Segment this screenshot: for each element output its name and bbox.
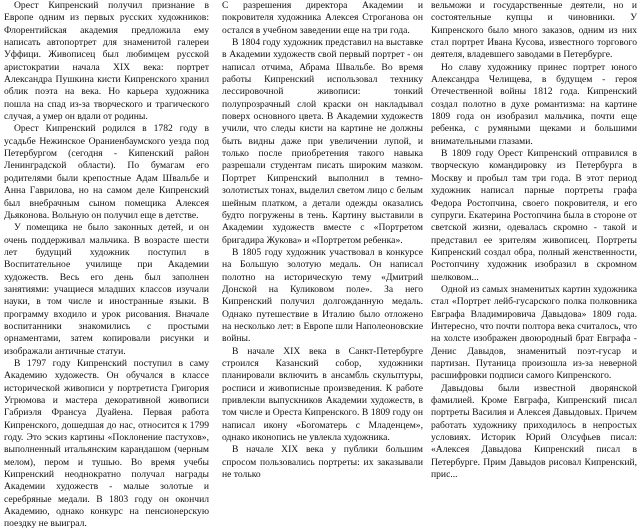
paragraph: Давыдовы были известной дворянской фамилией. Кроме Евграфа, Кипренский писал портреты Василия и Алексея Давыдовых. Причем работать художнику приходилось в непростых условиях. Историк Юрий Олсуфьев писал: «Алексея Давыдова Кипренский писал в Петербурге. Прим Давыдов рисовал Кипренский, прис... [431,382,637,481]
paragraph: В начале XIX века у публики большим спросом пользовались портреты: их заказывали не только [222,444,423,481]
paragraph: вельможи и государственные деятели, но и состоятельные купцы и чиновники. У Кипренского было много заказов, одним из них стал портрет Ивана Кусова, известного торгового деятеля, владевшего заводами в Петербурге. [431,0,637,61]
paragraph: У помещика не было законных детей, и он очень поддерживал мальчика. В возрасте шести лет будущий художник поступил в Воспитательное училище при Академии художеств. Весь его день был заполнен занятиями: учащиеся младших классов изучали науки, в том числе и иностранные языки. В программу входило и урок рисования. Вначале воспитанники знакомились с простыми орнаментами, затем копировали рисунки и изображали античные статуи. [4,222,209,357]
text-column-1 [4,0,209,530]
paragraph: Но славу художнику принес портрет юного Александра Челищева, в будущем - героя Отечественной войны 1812 года. Кипренский создал полотно в духе романтизма: на картине 1809 года он изобразил мальчика, почти еще ребенка, с румяными щеками и большими внимательными глазами. [431,61,637,147]
paragraph: С разрешения директора Академии и покровителя художника Алексея Строганова он остался в учебном заведении еще на три года. [222,0,423,36]
paragraph: В 1805 году художник участвовал в конкурсе на Большую золотую медаль. Он написал полотно на историческую тему «Дмитрий Донской на Куликовом поле». За него Кипренский получил долгожданную медаль. Однако путешествие в Италию было отложено на несколько лет: в Европе шли Наполеоновские войны. [222,246,423,345]
paragraph: В 1804 году художник представил на выставке в Академии художеств свой первый портрет - он написал отчима, Абрама Швальбе. Во время работы Кипренский использовал технику лессировочной живописи: тонкий полупрозрачный слой краски он накладывал поверх основного цвета. В Академии художеств учили, что следы кисти на картине не должны быть видны даже при увеличении лупой, и только после приобретения такого навыка разрешали студентам писать широким мазком. Портрет Кипренский выполнил в темно-золотистых тонах, выделил светом лицо с белым шейным платком, а детали одежды оказались будто погружены в тень. Картину выставили в Академии художеств вместе с «Портретом бригадира Жукова» и «Портретом ребенка». [222,37,423,246]
paragraph: Орест Кипренский получил признание в Европе одним из первых русских художников: Флорентийская академия предложила ему написать автопортрет для знаменитой галереи Уффици. Живописец был любимцем русской аристократии начала XIX века: портрет Александра Пушкина кисти Кипренского хранил облик поэта на века. Но карьера художника пошла на спад из-за творческого и трагического случая, а умер он вдали от родины. [4,0,209,123]
paragraph: Одной из самых знаменитых картин художника стал «Портрет лейб-гусарского полка полковника Евграфа Владимировича Давыдова» 1809 года. Интересно, что почти полтора века считалось, что на холсте изображен двоюродный брат Евграфа - Денис Давыдов, знаменитый поэт-гусар и партизан. Путаница произошла из-за неверной расшифровки подписи самого Кипренского. [431,283,637,382]
paragraph: В 1797 году Кипренский поступил в саму Академию художеств. Он обучался в классе исторической живописи у портретиста Григория Угрюмова и мастера декоративной живописи Габриэля Франсуа Дуайена. Первая работа Кипренского, дошедшая до нас, относится к 1799 году. Это эскиз картины «Поклонение пастухов», выполненный итальянским карандашом (черным мелом), пером и тушью. Во время учебы Кипренский неоднократно получал награды Академии художеств - малые золотые и серебряные медали. В 1803 году он окончил Академию, однако конкурс на пенсионерскую поездку не выиграл. [4,357,209,530]
paragraph: В начале XIX века в Санкт-Петербурге строился Казанский собор, художники планировали включить в ансамбль скульптуры, росписи и живописные произведения. К работе привлекли выпускников Академии художеств, в том числе и Ореста Кипренского. В 1809 году он написал икону «Богоматерь с Младенцем», однако иконопись не увлекла художника. [222,345,423,444]
paragraph: В 1809 году Орест Кипренский отправился в творческую командировку из Петербурга в Москву и пробыл там три года. В этот период художник написал парные портреты графа Федора Ростопчина, своего покровителя, и его супруги. Екатерина Ростопчина была в стороне от светской жизни, одевалась скромно - такой и представил ее зрителям живописец. Портреты Кипренский создал обра, полный женственности, Ростопчину художник изобразил в скромном шелковом... [431,148,637,283]
paragraph: Орест Кипренский родился в 1782 году в усадьбе Нежинское Ораниенбаумского уезда под Петербургом (сегодня - Кипенский район Ленинградской области). По бумагам его родителями были крепостные Адам Швальбе и Анна Гаврилова, но на самом деле Кипренский был внебрачным сыном помещика Алексея Дьяконова. Вольную он получил еще в детстве. [4,123,209,221]
text-column-3 [431,0,637,481]
text-column-2 [222,0,423,481]
